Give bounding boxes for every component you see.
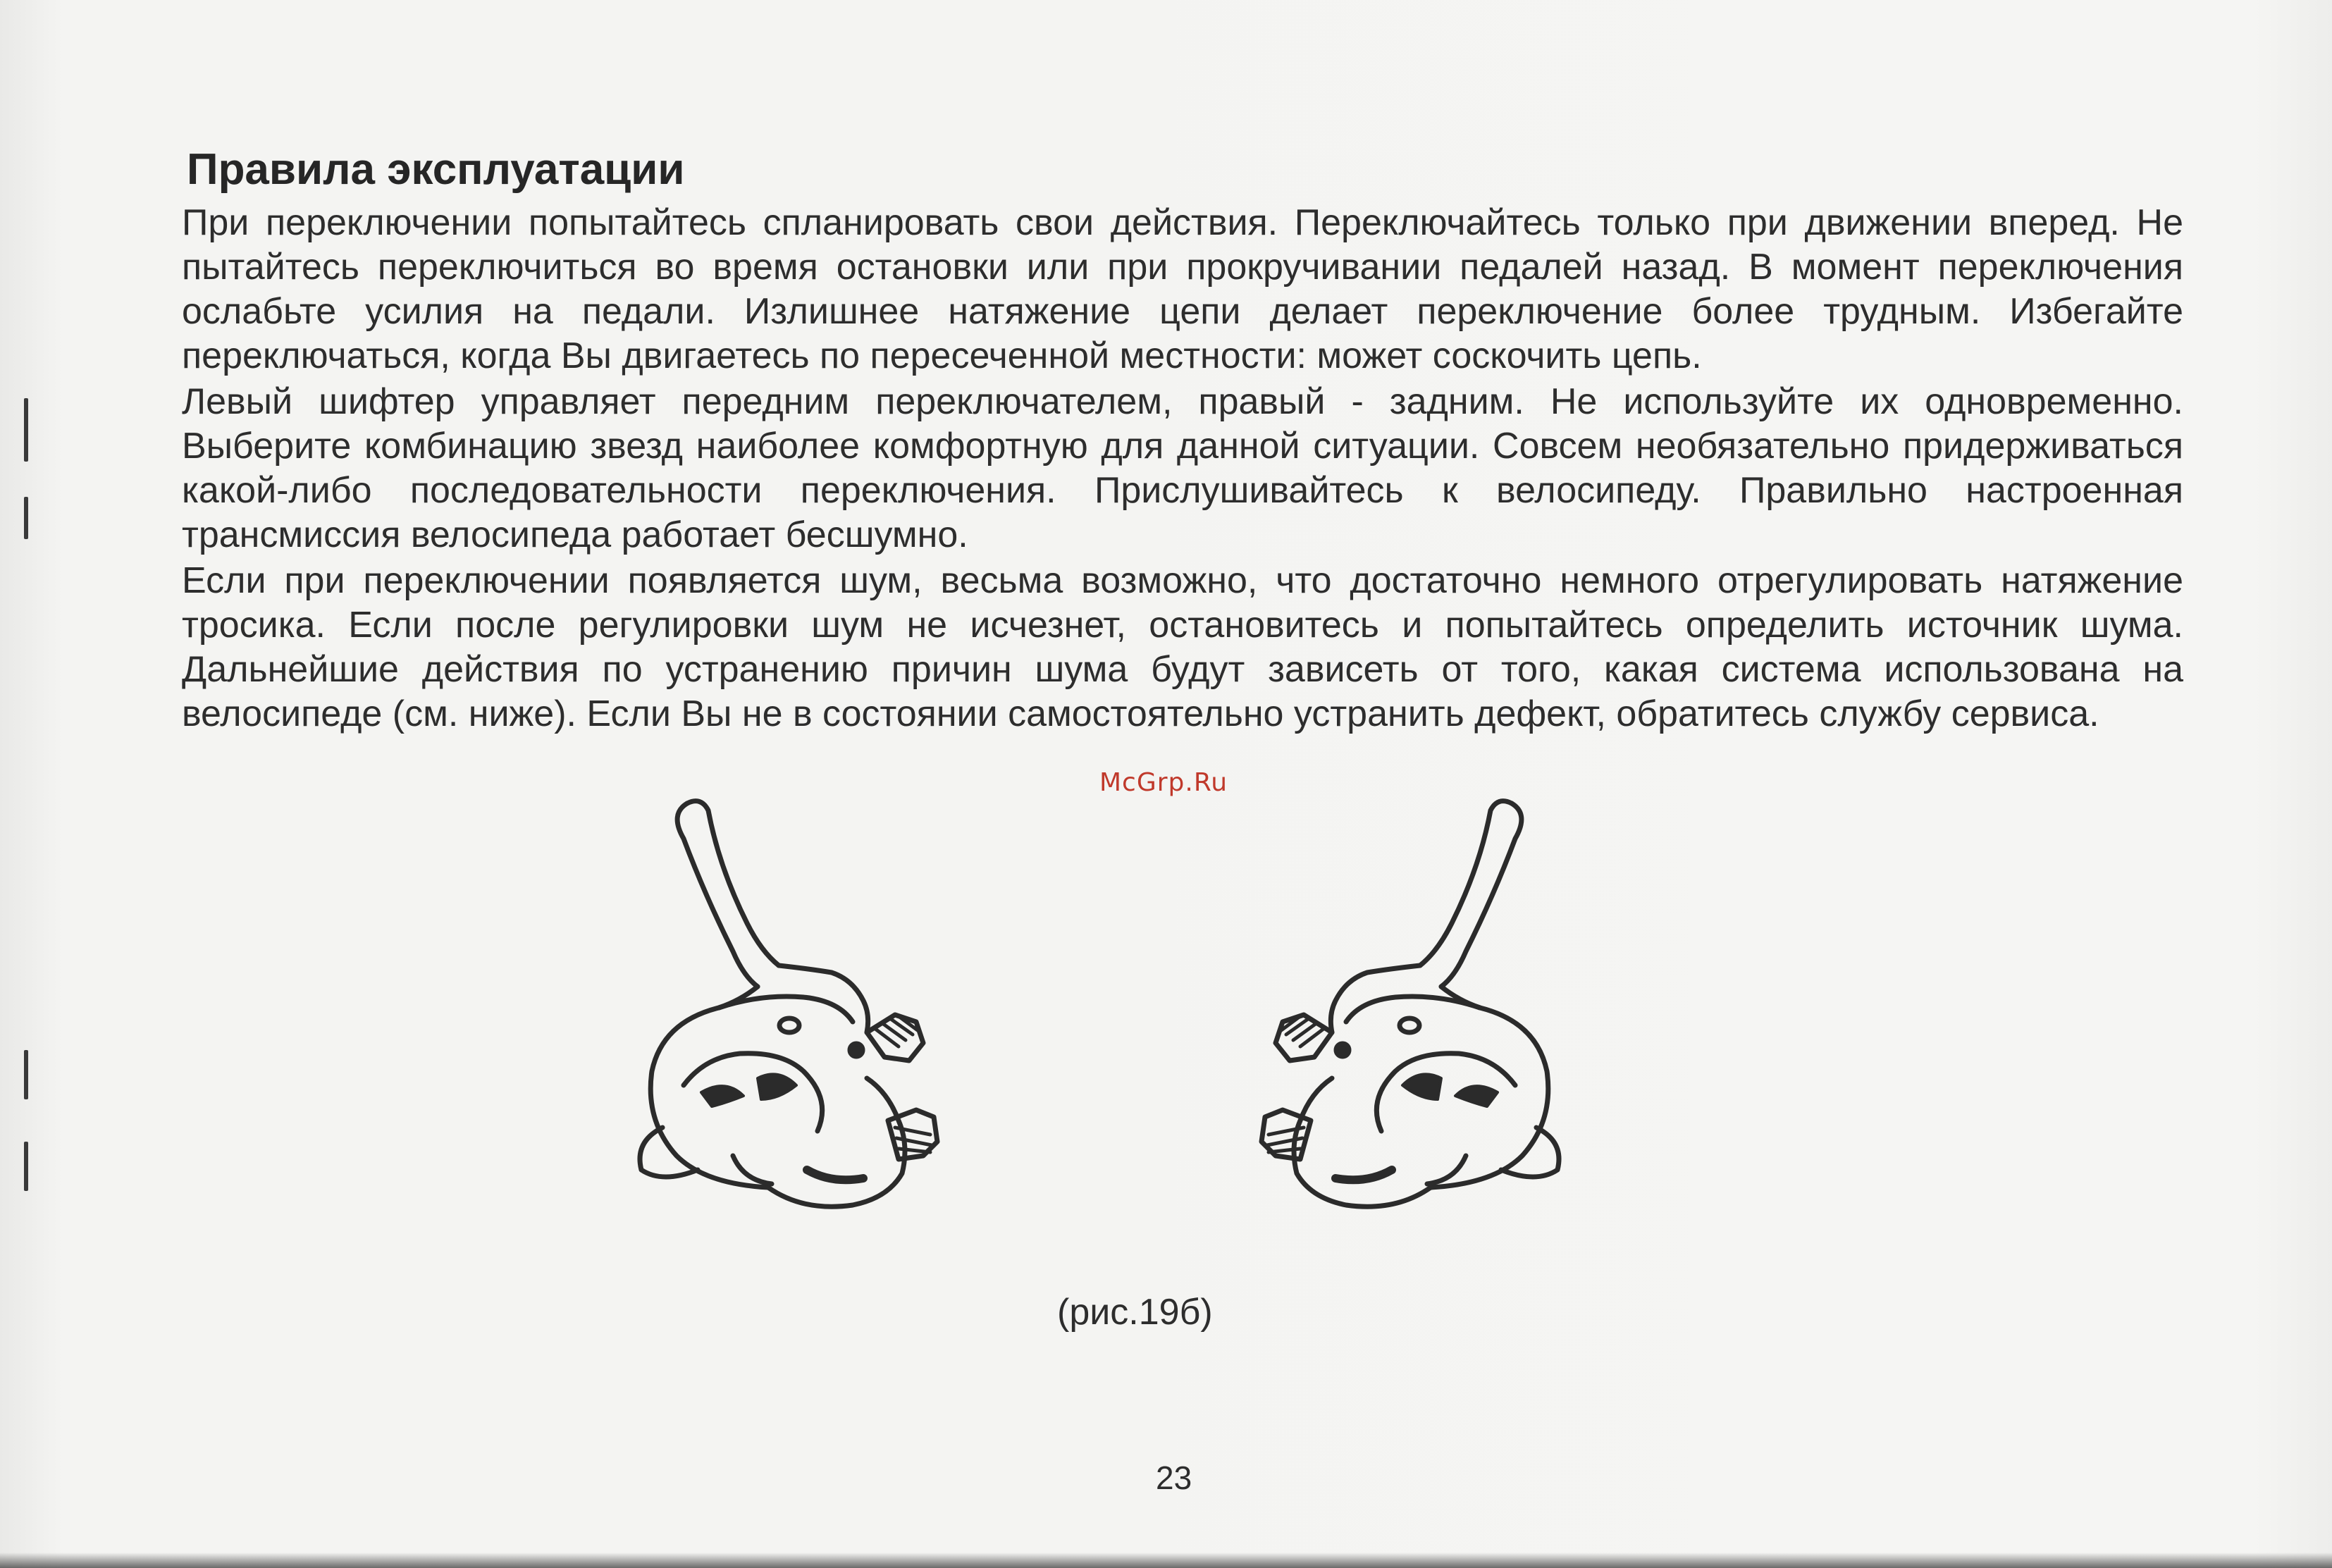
binding-mark [24,398,28,462]
paragraph: Если при переключении появляется шум, весьма возможно, что достаточно немного отрегулировать натяжение тросика. Если после регулировки шум не исчезнет, остановитесь и попытайтесь определить источник шума. Дальнейшие действия по устранению причин шума будут зависеть от того, какая система использована на велосипеде (см. ниже). Если Вы не в состоянии самостоятельно устранить дефект, обратитесь службу сервиса. [182,560,2183,734]
left-shifter [640,801,937,1207]
page-edge-shadow [0,1552,2332,1568]
binding-mark [24,497,28,539]
watermark: McGrp.Ru [1099,768,1228,797]
right-shifter [1261,801,1559,1207]
figure-caption: (рис.19б) [1057,1292,1213,1333]
page-number: 23 [1156,1459,1192,1496]
section-title: Правила эксплуатации [187,145,685,194]
shifters-illustration [620,789,1579,1247]
paragraph: При переключении попытайтесь спланировать свои действия. Переключайтесь только при движении вперед. Не пытайтесь переключиться во время остановки или при прокручивании педалей назад. В момент переключения ослабьте усилия на педали. Излишнее натяжение цепи делает переключение более трудным. Избегайте переключаться, когда Вы двигаетесь по пересеченной местности: может соскочить цепь. [182,202,2183,376]
binding-mark [24,1142,28,1191]
binding-mark [24,1050,28,1099]
paragraph: Левый шифтер управляет передним переключателем, правый - задним. Не используйте их одновременно. Выберите комбинацию звезд наиболее комфортную для данной ситуации. Совсем необязательно придерживаться какой-либо последовательности переключения. Прислушивайтесь к велосипеду. Правильно настроенная трансмиссия велосипеда работает бесшумно. [182,381,2183,555]
body-text [182,201,2183,736]
